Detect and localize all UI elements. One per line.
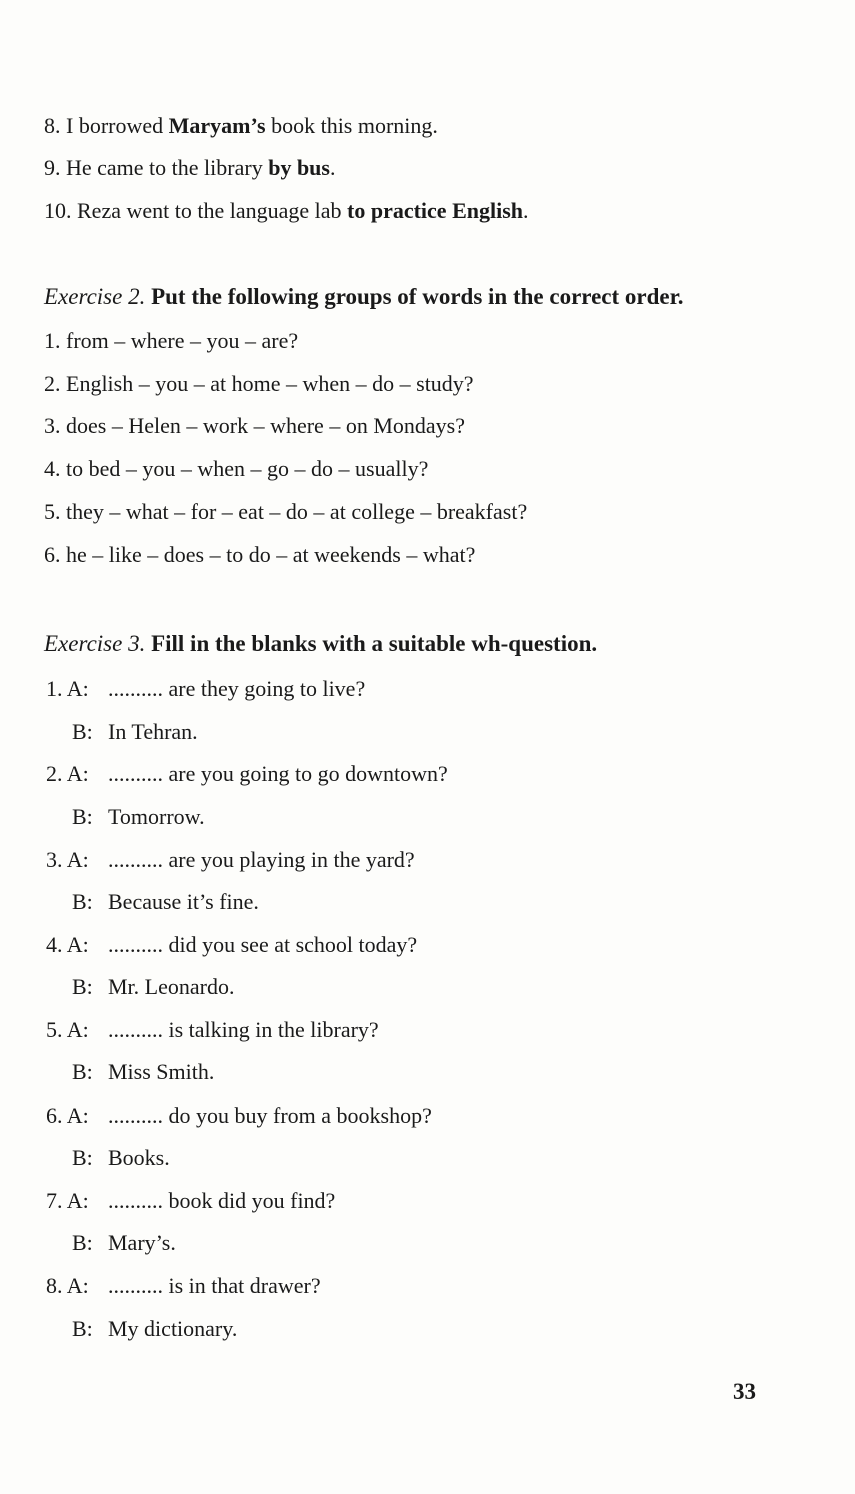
item-text: He came to the library bbox=[66, 155, 269, 180]
ex3-answer-text: Books. bbox=[108, 1145, 170, 1170]
ex3-answer-text: My dictionary. bbox=[108, 1316, 238, 1341]
item-text: English – you – at home – when – do – study? bbox=[66, 371, 474, 396]
exercise-3-heading bbox=[44, 631, 597, 657]
ex2-item bbox=[44, 456, 428, 482]
ex2-item bbox=[44, 413, 465, 439]
item-number: 5. bbox=[44, 499, 61, 524]
speaker-a: A: bbox=[66, 847, 89, 872]
item-number: 3. bbox=[44, 413, 61, 438]
item-text-end: . bbox=[523, 198, 529, 223]
item-number: 8. bbox=[46, 1273, 63, 1298]
ex3-question bbox=[46, 1017, 89, 1043]
item-text: does – Helen – work – where – on Mondays? bbox=[66, 413, 465, 438]
item-text: he – like – does – to do – at weekends – what? bbox=[66, 542, 476, 567]
ex3-answer-text: In Tehran. bbox=[108, 719, 198, 744]
speaker-b: B: bbox=[72, 1059, 93, 1084]
ex1-item-10 bbox=[44, 198, 529, 224]
item-text: they – what – for – eat – do – at college – breakfast? bbox=[66, 499, 528, 524]
ex2-item bbox=[44, 328, 298, 354]
exercise-label: Exercise 3. bbox=[44, 631, 146, 656]
ex3-question-text: .......... are you going to go downtown? bbox=[108, 761, 448, 786]
page-number: 33 bbox=[733, 1379, 756, 1404]
speaker-b: B: bbox=[72, 1316, 93, 1341]
ex3-question bbox=[46, 1103, 89, 1129]
ex2-item bbox=[44, 542, 475, 568]
item-number: 10. bbox=[44, 198, 72, 223]
item-number: 4. bbox=[46, 932, 63, 957]
speaker-a: A: bbox=[66, 676, 89, 701]
ex3-question-text: .......... is in that drawer? bbox=[108, 1273, 321, 1298]
ex3-question-text: .......... book did you find? bbox=[108, 1188, 336, 1213]
item-number: 5. bbox=[46, 1017, 63, 1042]
speaker-b: B: bbox=[72, 889, 93, 914]
item-number: 2. bbox=[44, 371, 61, 396]
speaker-a: A: bbox=[66, 1017, 89, 1042]
item-bold-text: to practice English bbox=[347, 198, 524, 223]
ex3-question bbox=[46, 1273, 89, 1299]
exercise-label: Exercise 2. bbox=[44, 284, 146, 309]
item-number: 2. bbox=[46, 761, 63, 786]
ex2-item bbox=[44, 499, 527, 525]
item-number: 3. bbox=[46, 847, 63, 872]
speaker-a: A: bbox=[66, 761, 89, 786]
ex1-item-9 bbox=[44, 155, 335, 181]
item-number: 8. bbox=[44, 113, 61, 138]
item-number: 6. bbox=[44, 542, 61, 567]
ex2-item bbox=[44, 371, 474, 397]
ex3-question-text: .......... do you buy from a bookshop? bbox=[108, 1103, 432, 1128]
item-number: 7. bbox=[46, 1188, 63, 1213]
ex3-question bbox=[46, 761, 89, 787]
item-bold-text: Maryam’s bbox=[168, 113, 266, 138]
exercise-instruction: Fill in the blanks with a suitable wh-question. bbox=[151, 631, 598, 656]
ex3-question-text: .......... are you playing in the yard? bbox=[108, 847, 415, 872]
exercise-instruction: Put the following groups of words in the correct order. bbox=[151, 284, 684, 309]
item-number: 1. bbox=[46, 676, 63, 701]
ex3-answer-text: Because it’s fine. bbox=[108, 889, 259, 914]
item-text: to bed – you – when – go – do – usually? bbox=[66, 456, 429, 481]
ex3-answer-text: Tomorrow. bbox=[108, 804, 205, 829]
item-number: 9. bbox=[44, 155, 61, 180]
item-text: from – where – you – are? bbox=[66, 328, 299, 353]
item-text: I borrowed bbox=[66, 113, 169, 138]
ex3-question-text: .......... did you see at school today? bbox=[108, 932, 418, 957]
ex3-answer-text: Mary’s. bbox=[108, 1230, 176, 1255]
speaker-a: A: bbox=[66, 1273, 89, 1298]
speaker-b: B: bbox=[72, 804, 93, 829]
item-text-end: . bbox=[329, 155, 336, 180]
speaker-b: B: bbox=[72, 1230, 93, 1255]
item-number: 4. bbox=[44, 456, 61, 481]
item-text: Reza went to the language lab bbox=[77, 198, 348, 223]
ex3-question bbox=[46, 932, 89, 958]
ex1-item-8 bbox=[44, 113, 438, 139]
ex3-question bbox=[46, 676, 89, 702]
ex3-question-text: .......... is talking in the library? bbox=[108, 1017, 379, 1042]
speaker-b: B: bbox=[72, 1145, 93, 1170]
speaker-b: B: bbox=[72, 974, 93, 999]
item-number: 6. bbox=[46, 1103, 63, 1128]
item-bold-text: by bus bbox=[268, 155, 330, 180]
item-number: 1. bbox=[44, 328, 61, 353]
speaker-a: A: bbox=[66, 1188, 89, 1213]
ex3-question bbox=[46, 1188, 89, 1214]
speaker-a: A: bbox=[66, 932, 89, 957]
item-text-end: book this morning. bbox=[265, 113, 438, 138]
speaker-b: B: bbox=[72, 719, 93, 744]
exercise-2-heading bbox=[44, 284, 683, 310]
ex3-answer-text: Mr. Leonardo. bbox=[108, 974, 235, 999]
ex3-question bbox=[46, 847, 89, 873]
speaker-a: A: bbox=[66, 1103, 89, 1128]
ex3-question-text: .......... are they going to live? bbox=[108, 676, 366, 701]
ex3-answer-text: Miss Smith. bbox=[108, 1059, 215, 1084]
